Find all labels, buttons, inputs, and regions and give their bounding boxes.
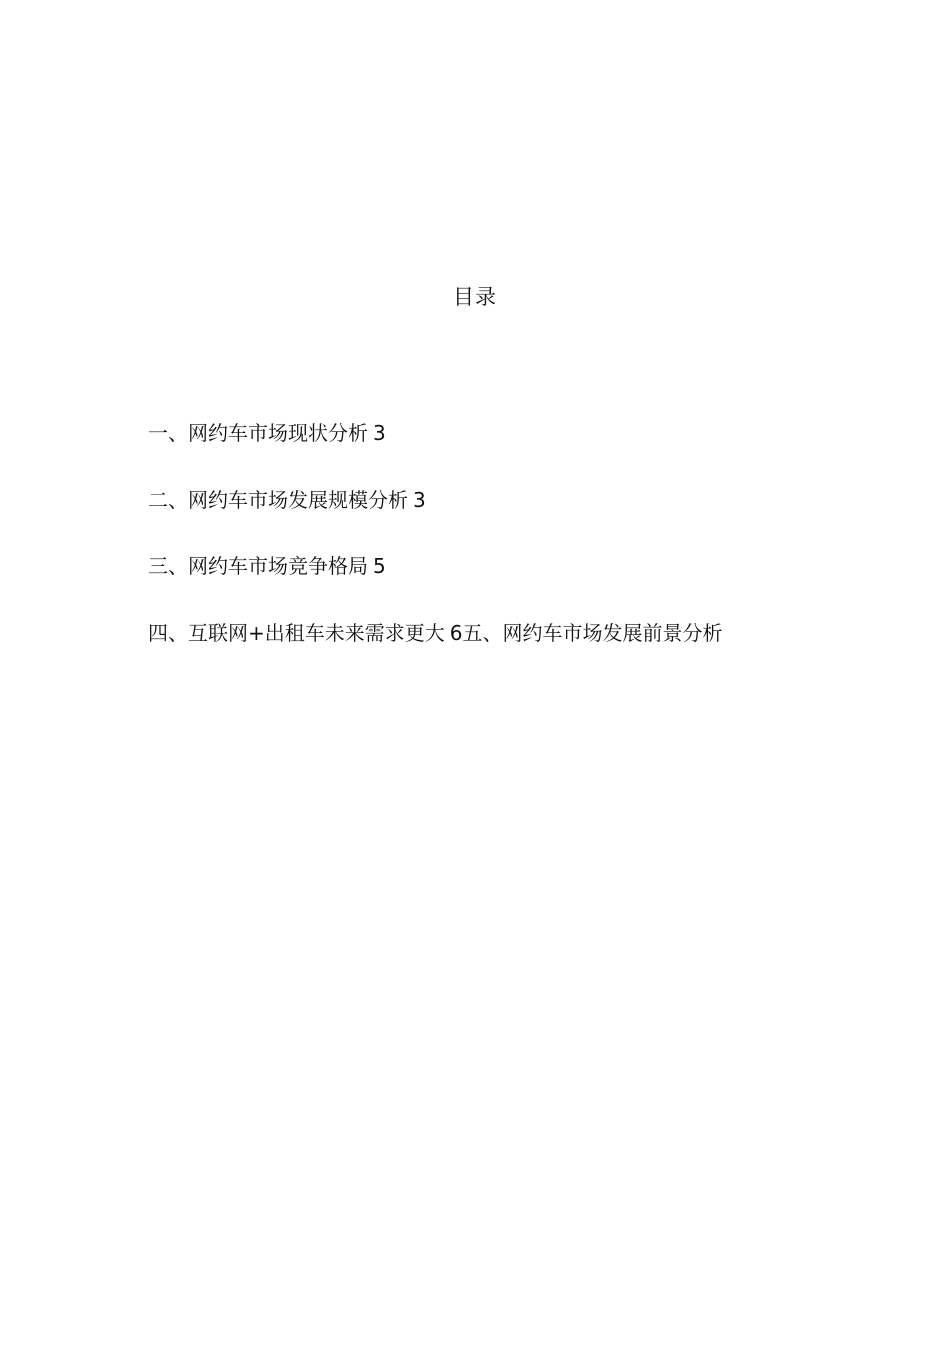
toc-entry-label: 一、网约车市场现状分析 <box>148 421 368 445</box>
toc-entry-label: 二、网约车市场发展规模分析 <box>148 487 408 512</box>
toc-entry <box>148 619 848 686</box>
toc-entry-label: 三、网约车市场竞争格局 <box>148 554 368 578</box>
toc-entry <box>148 486 848 553</box>
toc-entry-page: 3 <box>373 421 386 445</box>
toc-entry <box>148 419 848 486</box>
toc-list <box>148 419 848 685</box>
toc-entry-page: 6 <box>449 620 463 645</box>
toc-title: 目录 <box>453 285 497 309</box>
toc-entry-page: 5 <box>373 554 386 578</box>
toc-entry <box>148 552 848 619</box>
toc-entry-page: 3 <box>413 487 426 512</box>
toc-entry-label: 四、互联网+出租车未来需求更大 <box>148 620 445 645</box>
toc-entry-trailing-label: 五、网约车市场发展前景分析 <box>462 620 723 645</box>
